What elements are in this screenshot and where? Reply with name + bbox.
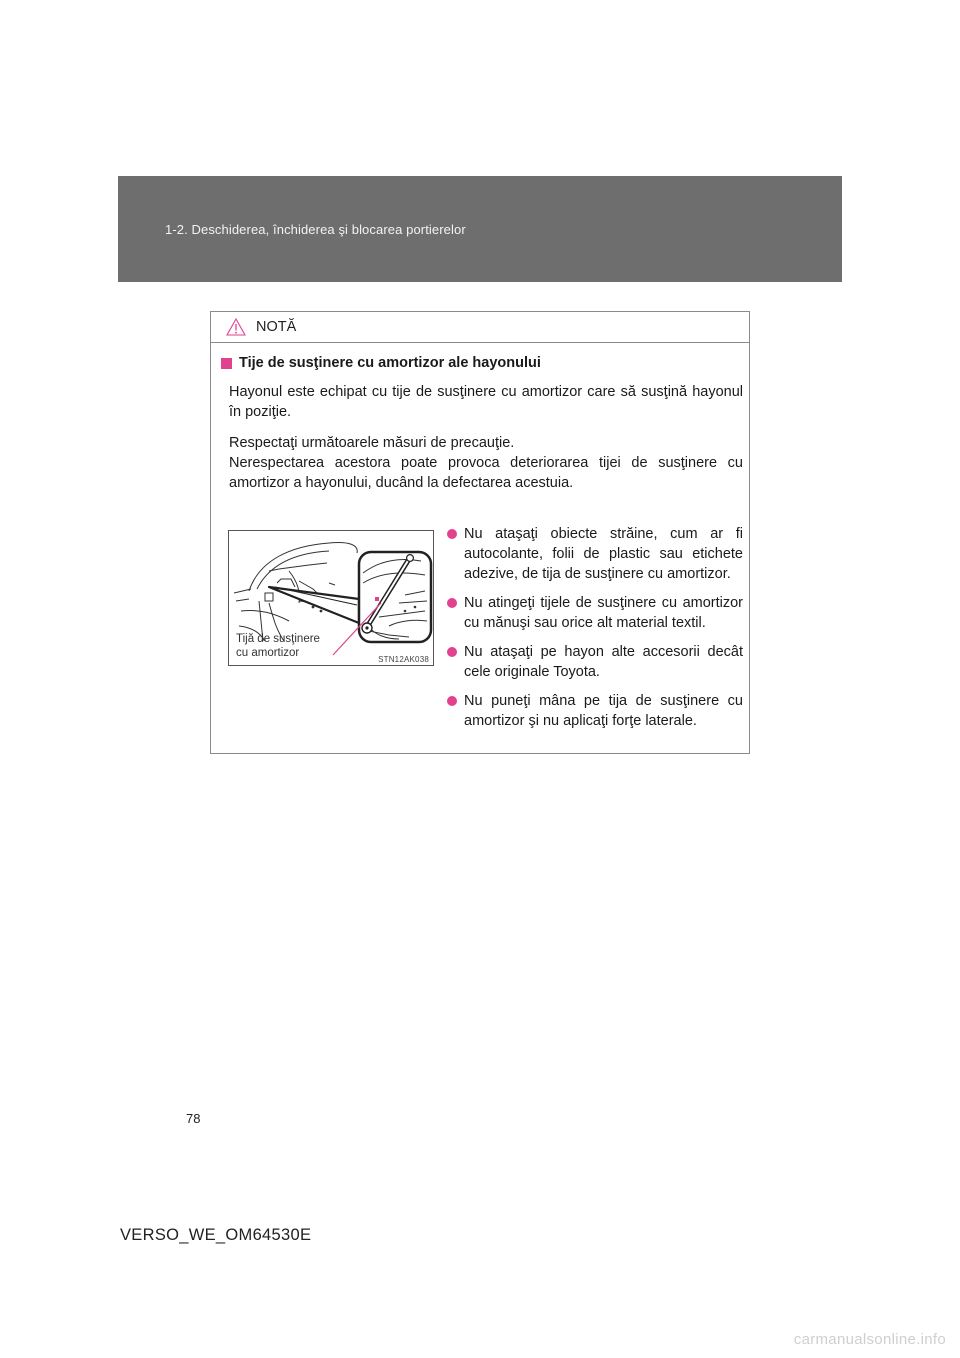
warning-triangle-icon bbox=[226, 318, 246, 336]
list-item-text: Nu puneţi mâna pe tija de susţinere cu amortizor şi nu aplicaţi forţe laterale. bbox=[464, 693, 743, 729]
notice-heading-text: Tije de susţinere cu amortizor ale hayonului bbox=[239, 355, 541, 371]
figure-caption-line-2: cu amortizor bbox=[236, 647, 300, 659]
list-item bbox=[447, 593, 743, 633]
document-code: VERSO_WE_OM64530E bbox=[120, 1226, 312, 1244]
list-item-text: Nu ataşaţi obiecte străine, cum ar fi autocolante, folii de plastic sau etichete adezive, de tija de susţinere cu amortizor. bbox=[464, 526, 743, 582]
round-bullet-icon bbox=[447, 529, 457, 539]
list-item bbox=[447, 691, 743, 731]
watermark: carmanualsonline.info bbox=[793, 1331, 946, 1348]
list-item bbox=[447, 642, 743, 682]
notice-label: NOTĂ bbox=[256, 319, 297, 335]
section-header-title: 1-2. Deschiderea, închiderea şi blocarea portierelor bbox=[165, 222, 466, 237]
notice-box bbox=[210, 311, 750, 754]
paragraph-precautions-line-1: Respectaţi următoarele măsuri de precauţie. bbox=[229, 435, 515, 451]
figure-code: STN12AK038 bbox=[378, 655, 429, 664]
notice-heading bbox=[221, 355, 541, 371]
paragraph-precautions bbox=[229, 433, 743, 493]
precaution-list bbox=[447, 524, 743, 740]
list-item-text: Nu atingeţi tijele de susţinere cu amortizor cu mănuşi sau orice alt material textil. bbox=[464, 595, 743, 631]
tailgate-strut-illustration bbox=[228, 530, 434, 666]
round-bullet-icon bbox=[447, 696, 457, 706]
round-bullet-icon bbox=[447, 598, 457, 608]
square-bullet-icon bbox=[221, 358, 232, 369]
figure-caption-line-1: Tijă de susţinere bbox=[236, 633, 320, 645]
paragraph-equipment: Hayonul este echipat cu tije de susţinere cu amortizor care să susţină hayonul în poziţie. bbox=[229, 384, 743, 420]
figure-caption bbox=[236, 632, 346, 660]
paragraph-precautions-line-2: Nerespectarea acestora poate provoca deteriorarea tijei de susţinere cu amortizor a hayonului, ducând la defectarea acestuia. bbox=[229, 455, 743, 491]
notice-header bbox=[211, 312, 749, 343]
page-number: 78 bbox=[186, 1111, 201, 1126]
list-item-text: Nu ataşaţi pe hayon alte accesorii decât cele originale Toyota. bbox=[464, 644, 743, 680]
list-item bbox=[447, 524, 743, 584]
round-bullet-icon bbox=[447, 647, 457, 657]
